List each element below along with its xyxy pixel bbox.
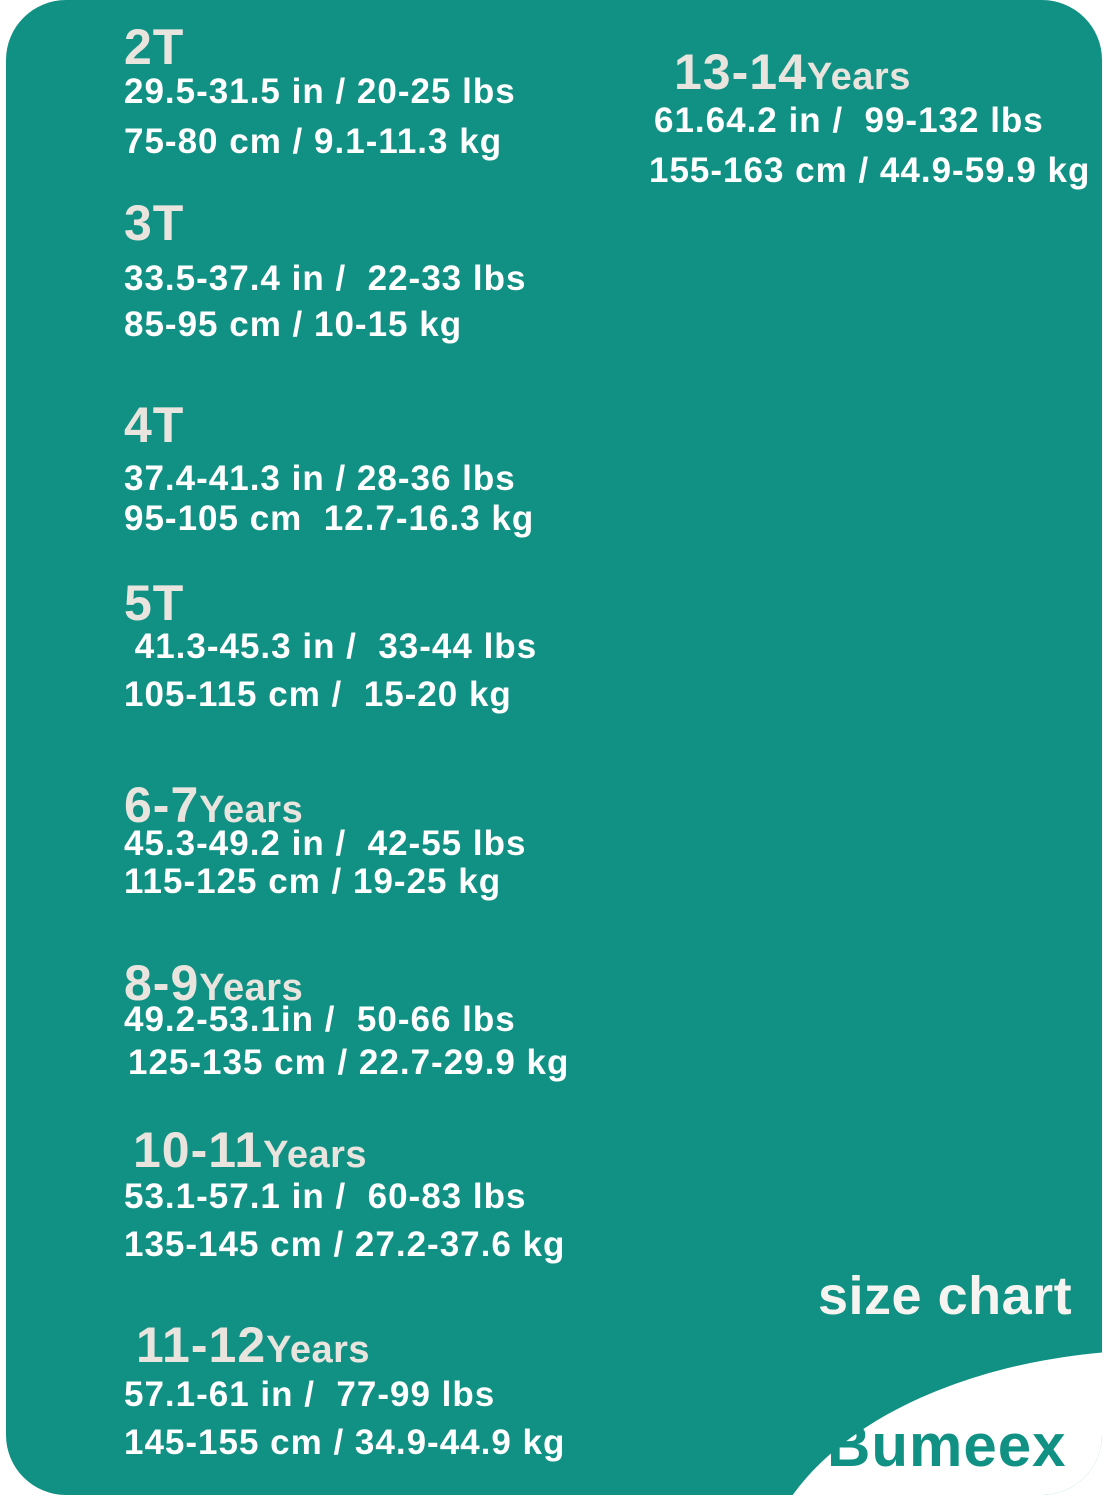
size-range-metric-5t: 105-115 cm / 15-20 kg [124,675,512,714]
size-label-main: 2T [124,19,185,75]
size-label-main: 11-12 [136,1317,267,1373]
size-label-suffix: Years [806,56,911,98]
size-range-metric-4t: 95-105 cm 12.7-16.3 kg [124,499,535,538]
size-label-2t [124,19,185,75]
size-range-imperial-5t: 41.3-45.3 in / 33-44 lbs [124,627,538,666]
size-label-suffix: Years [199,967,304,1009]
size-range-metric-13-14y: 155-163 cm / 44.9-59.9 kg [649,151,1091,190]
bumeex-logo: Bumeex [827,1412,1067,1479]
size-range-imperial-13-14y: 61.64.2 in / 99-132 lbs [654,101,1044,140]
size-chart-card [6,0,1102,1495]
size-range-imperial-2t: 29.5-31.5 in / 20-25 lbs [124,72,516,111]
size-range-imperial-6-7y: 45.3-49.2 in / 42-55 lbs [124,824,527,863]
size-chart-title: size chart [818,1266,1073,1326]
size-label-13-14y [674,44,911,100]
size-label-10-11y [133,1122,368,1178]
size-label-11-12y [136,1317,371,1373]
size-label-5t [124,575,185,631]
size-range-imperial-4t: 37.4-41.3 in / 28-36 lbs [124,459,516,498]
size-range-metric-2t: 75-80 cm / 9.1-11.3 kg [124,122,503,161]
size-range-imperial-8-9y: 49.2-53.1in / 50-66 lbs [124,1000,516,1039]
size-label-4t [124,397,185,453]
size-label-6-7y [124,777,304,833]
size-label-main: 6-7 [124,777,200,833]
size-range-metric-3t: 85-95 cm / 10-15 kg [124,305,463,344]
size-label-main: 13-14 [674,44,807,100]
size-label-main: 5T [124,575,185,631]
size-range-metric-11-12y: 145-155 cm / 34.9-44.9 kg [124,1423,566,1462]
size-range-imperial-11-12y: 57.1-61 in / 77-99 lbs [124,1375,496,1414]
size-label-main: 4T [124,397,185,453]
size-label-3t [124,195,185,251]
size-range-metric-8-9y: 125-135 cm / 22.7-29.9 kg [128,1043,570,1082]
size-label-main: 3T [124,195,185,251]
size-label-main: 8-9 [124,955,200,1011]
size-label-suffix: Years [266,1329,371,1371]
size-range-metric-6-7y: 115-125 cm / 19-25 kg [124,862,502,901]
size-label-suffix: Years [263,1134,368,1176]
size-range-imperial-3t: 33.5-37.4 in / 22-33 lbs [124,259,527,298]
size-range-imperial-10-11y: 53.1-57.1 in / 60-83 lbs [124,1177,527,1216]
size-label-suffix: Years [199,789,304,831]
size-label-main: 10-11 [133,1122,264,1178]
size-range-metric-10-11y: 135-145 cm / 27.2-37.6 kg [124,1225,566,1264]
